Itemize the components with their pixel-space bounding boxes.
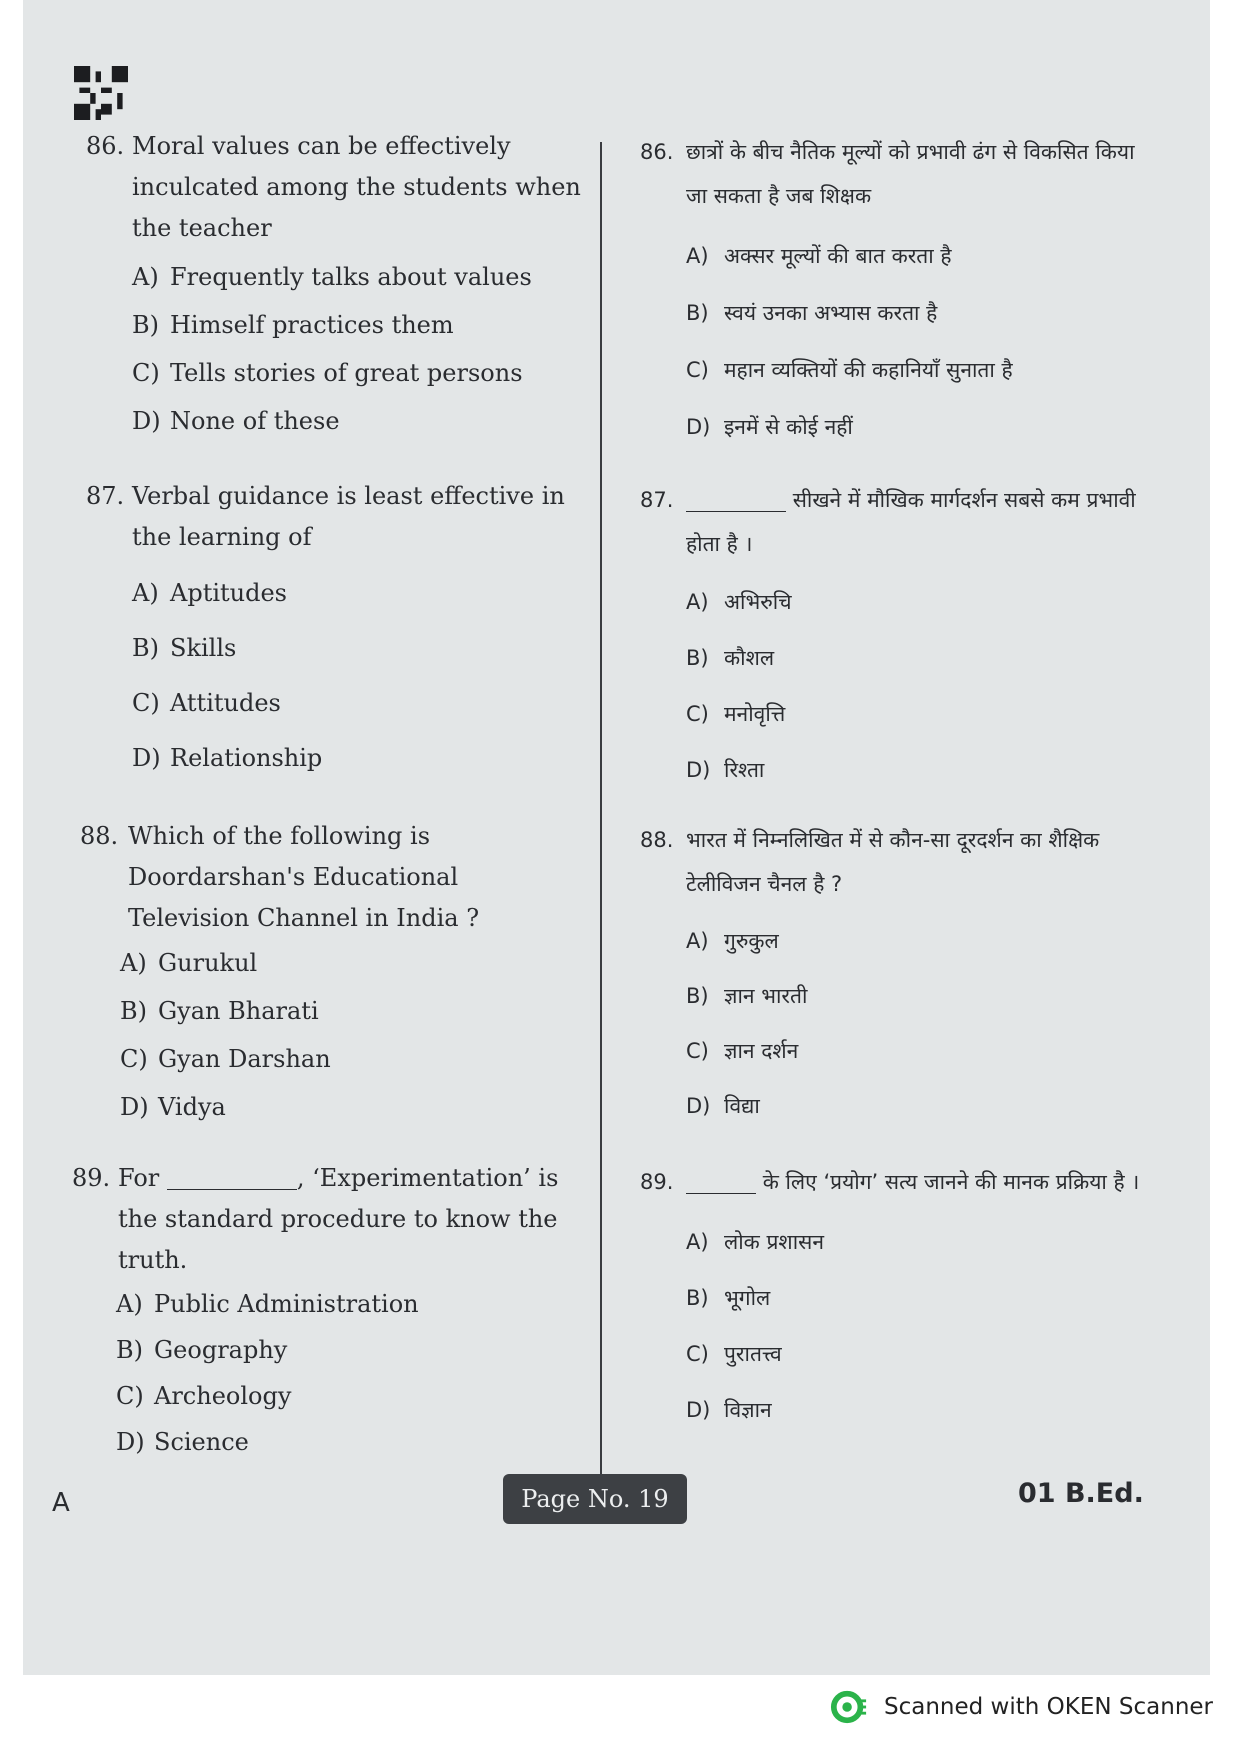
- question-stem: के लिए ‘प्रयोग’ सत्य जानने की मानक प्रक्रिया है ।: [686, 1160, 1150, 1204]
- option-d: D) रिश्ता: [686, 758, 765, 782]
- oken-scanner-logo-icon: [830, 1688, 868, 1726]
- option-d: D) विद्या: [686, 1094, 760, 1118]
- option-d: D) इनमें से कोई नहीं: [686, 415, 853, 439]
- option-c: C) Tells stories of great persons: [132, 359, 523, 387]
- question-stem: Which of the following is Doordarshan's Educational Television Channel in India ?: [128, 822, 480, 932]
- scanner-watermark: [830, 1688, 1213, 1726]
- question-number: 86.: [640, 140, 674, 164]
- option-b: B) Geography: [116, 1336, 288, 1364]
- column-divider: [600, 142, 602, 1482]
- option-b: B) भूगोल: [686, 1286, 771, 1310]
- question-88-en: [80, 816, 586, 1131]
- option-b: B) Himself practices them: [132, 311, 454, 339]
- question-number: 89.: [72, 1164, 111, 1192]
- option-c: C) Archeology: [116, 1382, 292, 1410]
- option-d: D) Relationship: [132, 744, 323, 772]
- question-88-hi: [640, 818, 1140, 1134]
- option-d: D) Science: [116, 1428, 249, 1456]
- question-number: 89.: [640, 1170, 674, 1194]
- option-c: C) मनोवृत्ति: [686, 702, 786, 726]
- question-89-hi: [640, 1160, 1150, 1438]
- qr-code-icon: [74, 66, 128, 120]
- question-stem: छात्रों के बीच नैतिक मूल्यों को प्रभावी ढंग से विकसित किया जा सकता है जब शिक्षक: [686, 140, 1135, 208]
- option-a: A) Public Administration: [116, 1290, 419, 1318]
- option-a: A) अभिरुचि: [686, 590, 792, 614]
- question-number: 88.: [640, 828, 674, 852]
- option-c: C) Gyan Darshan: [120, 1045, 331, 1073]
- option-d: D) विज्ञान: [686, 1398, 772, 1422]
- question-stem: Verbal guidance is least effective in the learning of: [132, 482, 565, 551]
- series-letter: A: [52, 1488, 70, 1518]
- option-a: A) Frequently talks about values: [132, 263, 532, 291]
- option-b: B) कौशल: [686, 646, 775, 670]
- option-c: C) महान व्यक्तियों की कहानियाँ सुनाता है: [686, 358, 1013, 382]
- question-number: 87.: [86, 482, 125, 510]
- option-d: D) Vidya: [120, 1093, 226, 1121]
- scanner-text: Scanned with OKEN Scanner: [884, 1694, 1213, 1720]
- option-c: C) पुरातत्त्व: [686, 1342, 782, 1366]
- option-b: B) Skills: [132, 634, 237, 662]
- question-stem: Moral values can be effectively inculcated among the students when the teacher: [132, 132, 581, 242]
- question-stem: भारत में निम्नलिखित में से कौन-सा दूरदर्शन का शैक्षिक टेलीविजन चैनल है ?: [686, 828, 1100, 896]
- option-a: A) Aptitudes: [132, 579, 287, 607]
- question-87-en: [86, 476, 586, 786]
- option-b: B) Gyan Bharati: [120, 997, 319, 1025]
- fill-blank: [167, 1169, 297, 1190]
- question-number: 86.: [86, 132, 125, 160]
- question-stem: For , ‘Experimentation’ is the standard procedure to know the truth.: [118, 1164, 559, 1274]
- option-a: A) गुरुकुल: [686, 929, 779, 953]
- fill-blank: [686, 1173, 756, 1194]
- option-b: B) ज्ञान भारती: [686, 984, 808, 1008]
- paper-code: 01 B.Ed.: [1018, 1478, 1144, 1509]
- question-89-en: [72, 1158, 586, 1465]
- question-number: 88.: [80, 822, 119, 850]
- page-number-badge: Page No. 19: [503, 1474, 687, 1524]
- fill-blank: [686, 491, 786, 512]
- question-87-hi: [640, 478, 1140, 798]
- option-b: B) स्वयं उनका अभ्यास करता है: [686, 301, 938, 325]
- option-d: D) None of these: [132, 407, 340, 435]
- option-c: C) ज्ञान दर्शन: [686, 1039, 799, 1063]
- question-stem: सीखने में मौखिक मार्गदर्शन सबसे कम प्रभावी होता है ।: [686, 488, 1136, 556]
- question-number: 87.: [640, 488, 674, 512]
- option-c: C) Attitudes: [132, 689, 281, 717]
- question-86-en: [86, 126, 586, 445]
- option-a: A) Gurukul: [120, 949, 258, 977]
- option-a: A) लोक प्रशासन: [686, 1230, 824, 1254]
- question-86-hi: [640, 130, 1140, 456]
- option-a: A) अक्सर मूल्यों की बात करता है: [686, 244, 952, 268]
